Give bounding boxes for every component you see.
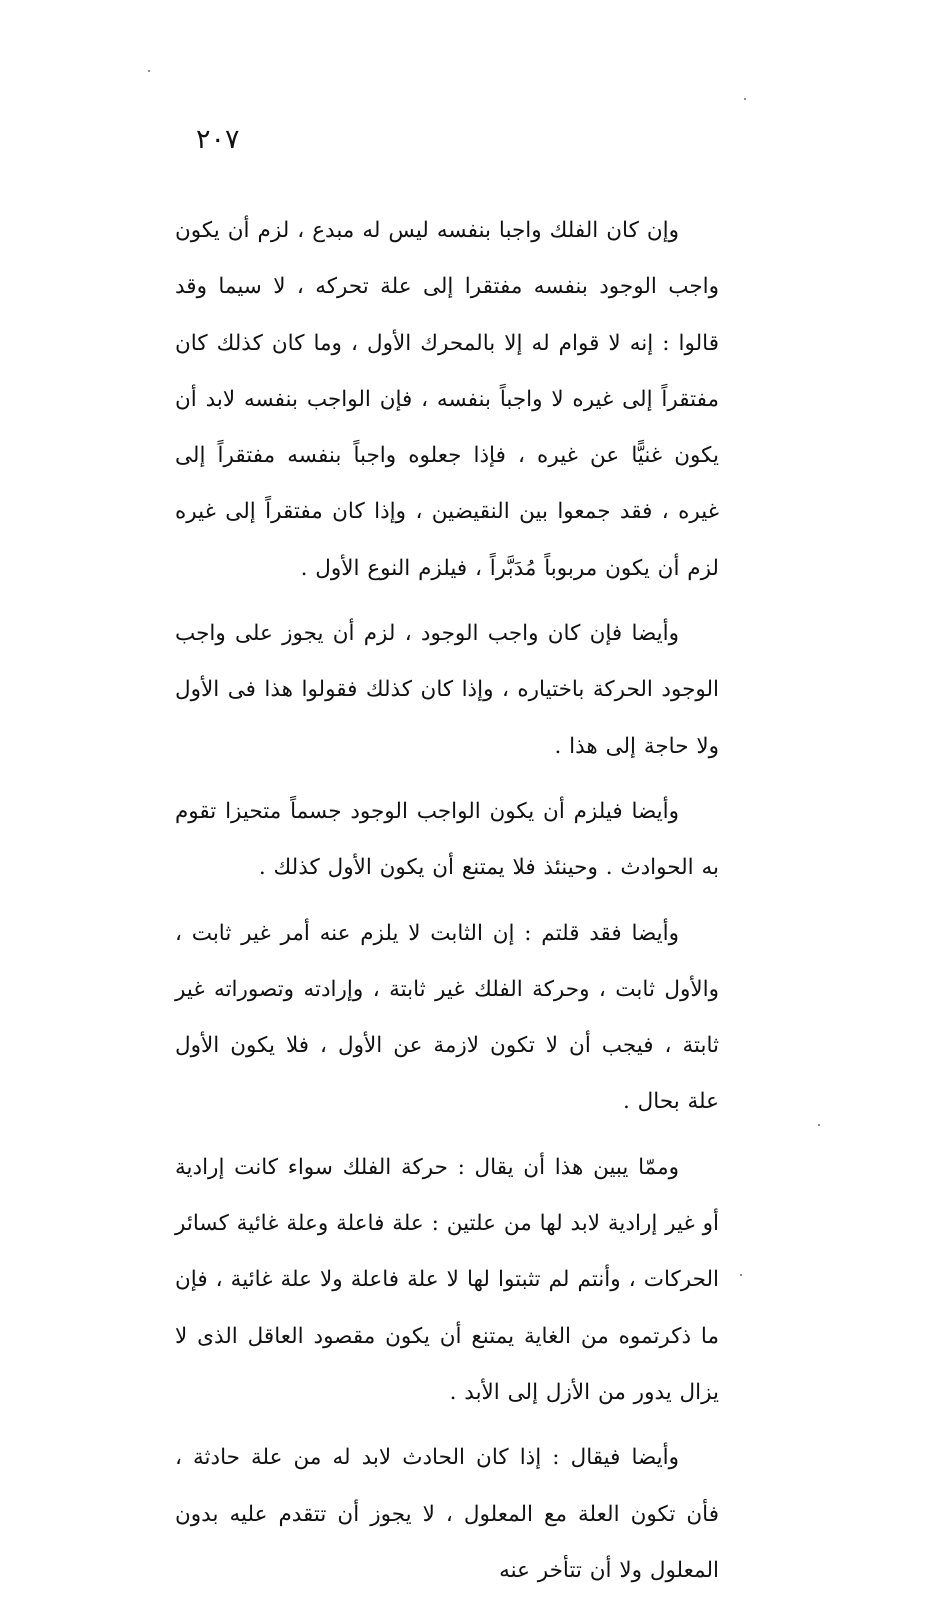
scan-speck (148, 70, 150, 72)
scan-speck (740, 1274, 742, 1276)
paragraph-5: وممّا يبين هذا أن يقال : حركة الفلك سواء كانت إرادية أو غير إرادية لابد لها من علتين : علة فاعلة وعلة غائية كسائر الحركات ، وأنتم لم تثبتوا لها لا علة فاعلة ولا علة غائية ، فإن ما ذكرتموه من الغاية يمتنع أن يكون مقصود العاقل الذى لا يزال يدور من الأزل إلى الأبد . (175, 1154, 719, 1405)
paragraph-3: وأيضا فيلزم أن يكون الواجب الوجود جسماً متحيزا تقوم به الحوادث . وحينئذ فلا يمتنع أن يكون الأول كذلك . (175, 798, 719, 881)
paragraph-2: وأيضا فإن كان واجب الوجود ، لزم أن يجوز على واجب الوجود الحركة باختياره ، وإذا كان كذلك فقولوا هذا فى الأول ولا حاجة إلى هذا . (175, 621, 719, 759)
paragraph-6: وأيضا فيقال : إذا كان الحادث لابد له من علة حادثة ، فأن تكون العلة مع المعلول ، لا يجوز أن تتقدم عليه بدون المعلول ولا أن تتأخر عنه (175, 1445, 719, 1583)
scan-speck (744, 98, 746, 100)
text-body (175, 203, 719, 1599)
paragraph-1: وإن كان الفلك واجبا بنفسه ليس له مبدع ، لزم أن يكون واجب الوجود بنفسه مفتقرا إلى علة تحركه ، لا سيما وقد قالوا : إنه لا قوام له إلا بالمحرك الأول ، وما كان كذلك كان مفتقراً إلى غيره لا واجباً بنفسه ، فإن الواجب بنفسه لابد أن يكون غنيًّا عن غيره ، فإذا جعلوه واجباً بنفسه مفتقراً إلى غيره ، فقد جمعوا بين النقيضين ، وإذا كان مفتقراً إلى غيره لزم أن يكون مربوباً مُدَبَّراً ، فيلزم النوع الأول . (175, 218, 719, 581)
scan-speck (818, 1124, 820, 1126)
paragraph-4: وأيضا فقد قلتم : إن الثابت لا يلزم عنه أمر غير ثابت ، والأول ثابت ، وحركة الفلك غير ثابتة ، وإرادته وتصوراته غير ثابتة ، فيجب أن لا تكون لازمة عن الأول ، فلا يكون الأول علة بحال . (175, 920, 719, 1115)
page-number: ٢٠٧ (196, 124, 240, 155)
